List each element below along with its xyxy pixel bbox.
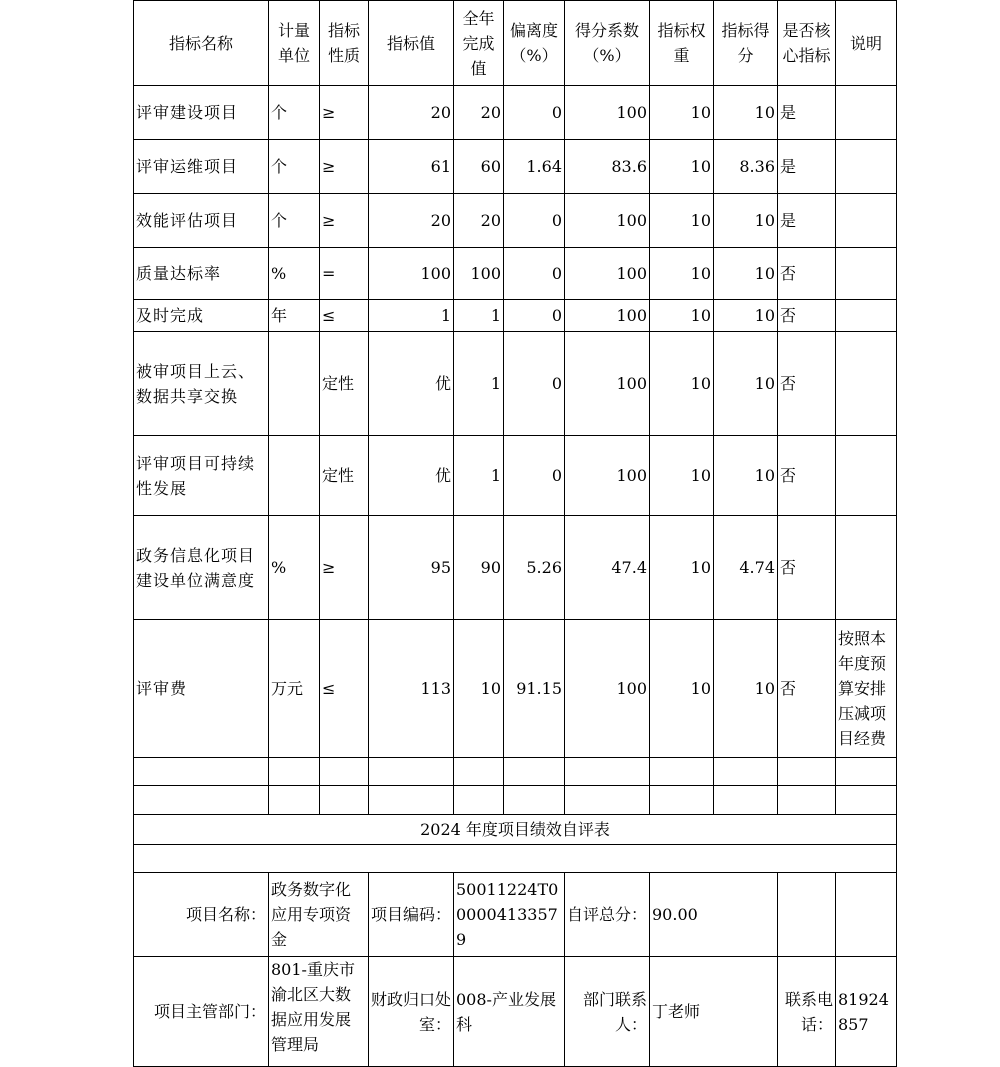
header-actual: 全年完成值	[454, 1, 504, 86]
cell-target: 61	[369, 140, 454, 194]
cell-unit: 个	[269, 194, 320, 248]
form-title-row	[134, 815, 897, 845]
cell-name: 评审建设项目	[134, 86, 269, 140]
cell-weight: 10	[650, 248, 714, 300]
cell-coef: 100	[565, 620, 650, 758]
cell-nature: ≤	[320, 620, 369, 758]
cell-nature: 定性	[320, 436, 369, 516]
dept-value: 801-重庆市渝北区大数据应用发展管理局	[269, 957, 369, 1067]
cell-score: 8.36	[714, 140, 778, 194]
cell-deviation: 5.26	[504, 516, 565, 620]
cell-weight: 10	[650, 516, 714, 620]
cell-name: 评审运维项目	[134, 140, 269, 194]
cell-name: 评审费	[134, 620, 269, 758]
cell-weight: 10	[650, 194, 714, 248]
project-total-value: 90.00	[650, 873, 778, 957]
cell-note	[836, 140, 897, 194]
cell-name: 及时完成	[134, 300, 269, 332]
cell-deviation: 0	[504, 194, 565, 248]
cell-unit	[269, 332, 320, 436]
cell-actual: 60	[454, 140, 504, 194]
cell-coef: 100	[565, 86, 650, 140]
cell-coef: 100	[565, 248, 650, 300]
cell-target: 1	[369, 300, 454, 332]
empty-cell	[565, 786, 650, 815]
cell-unit: 个	[269, 86, 320, 140]
project-code-value: 50011224T000004133579	[454, 873, 565, 957]
empty-cell	[650, 786, 714, 815]
cell-name: 被审项目上云、数据共享交换	[134, 332, 269, 436]
empty-cell	[320, 758, 369, 786]
project-empty-a	[778, 873, 836, 957]
empty-cell	[714, 786, 778, 815]
empty-cell	[650, 758, 714, 786]
office-label: 财政归口处室：	[369, 957, 454, 1067]
cell-weight: 10	[650, 86, 714, 140]
cell-core: 是	[778, 86, 836, 140]
cell-unit: %	[269, 516, 320, 620]
cell-actual: 20	[454, 86, 504, 140]
cell-coef: 100	[565, 300, 650, 332]
table-row	[134, 194, 897, 248]
cell-actual: 1	[454, 436, 504, 516]
empty-cell	[714, 758, 778, 786]
empty-cell	[504, 758, 565, 786]
contact-value: 丁老师	[650, 957, 778, 1067]
cell-score: 10	[714, 248, 778, 300]
cell-core: 否	[778, 300, 836, 332]
empty-cell	[134, 758, 269, 786]
empty-cell	[454, 786, 504, 815]
cell-name: 效能评估项目	[134, 194, 269, 248]
cell-actual: 20	[454, 194, 504, 248]
project-name-label: 项目名称：	[134, 873, 269, 957]
header-note: 说明	[836, 1, 897, 86]
table-row	[134, 332, 897, 436]
cell-coef: 100	[565, 332, 650, 436]
cell-coef: 47.4	[565, 516, 650, 620]
cell-actual: 100	[454, 248, 504, 300]
empty-cell	[504, 786, 565, 815]
cell-weight: 10	[650, 300, 714, 332]
cell-actual: 90	[454, 516, 504, 620]
office-value: 008-产业发展科	[454, 957, 565, 1067]
cell-unit: 万元	[269, 620, 320, 758]
cell-nature: ≥	[320, 140, 369, 194]
cell-core: 是	[778, 194, 836, 248]
cell-nature: ≥	[320, 86, 369, 140]
cell-deviation: 0	[504, 300, 565, 332]
empty-cell	[836, 758, 897, 786]
table-row	[134, 620, 897, 758]
empty-cell	[836, 786, 897, 815]
project-total-label: 自评总分：	[565, 873, 650, 957]
cell-score: 10	[714, 620, 778, 758]
header-target: 指标值	[369, 1, 454, 86]
cell-name: 评审项目可持续性发展	[134, 436, 269, 516]
cell-coef: 83.6	[565, 140, 650, 194]
cell-target: 优	[369, 332, 454, 436]
header-row	[134, 1, 897, 86]
cell-target: 95	[369, 516, 454, 620]
cell-core: 否	[778, 516, 836, 620]
empty-cell	[269, 786, 320, 815]
cell-coef: 100	[565, 436, 650, 516]
cell-deviation: 0	[504, 248, 565, 300]
cell-note	[836, 332, 897, 436]
table-row	[134, 248, 897, 300]
cell-weight: 10	[650, 140, 714, 194]
cell-weight: 10	[650, 332, 714, 436]
empty-cell	[454, 758, 504, 786]
project-name-value: 政务数字化应用专项资金	[269, 873, 369, 957]
cell-unit: 个	[269, 140, 320, 194]
cell-nature: =	[320, 248, 369, 300]
header-coef: 得分系数（%）	[565, 1, 650, 86]
project-empty-b	[836, 873, 897, 957]
table-row	[134, 140, 897, 194]
cell-deviation: 0	[504, 436, 565, 516]
cell-actual: 1	[454, 332, 504, 436]
form-title: 2024 年度项目绩效自评表	[134, 815, 897, 845]
empty-row	[134, 786, 897, 815]
cell-actual: 10	[454, 620, 504, 758]
header-name: 指标名称	[134, 1, 269, 86]
dept-label: 项目主管部门：	[134, 957, 269, 1067]
cell-note	[836, 86, 897, 140]
cell-weight: 10	[650, 436, 714, 516]
cell-score: 10	[714, 194, 778, 248]
empty-cell	[134, 786, 269, 815]
cell-note	[836, 436, 897, 516]
cell-score: 10	[714, 86, 778, 140]
cell-unit	[269, 436, 320, 516]
cell-target: 100	[369, 248, 454, 300]
cell-score: 10	[714, 332, 778, 436]
cell-note	[836, 194, 897, 248]
cell-target: 20	[369, 86, 454, 140]
cell-note	[836, 516, 897, 620]
header-core: 是否核心指标	[778, 1, 836, 86]
cell-score: 10	[714, 300, 778, 332]
cell-core: 否	[778, 332, 836, 436]
cell-nature: ≥	[320, 194, 369, 248]
performance-table	[133, 0, 897, 1067]
cell-nature: 定性	[320, 332, 369, 436]
table-row	[134, 436, 897, 516]
header-weight: 指标权重	[650, 1, 714, 86]
contact-label: 部门联系人：	[565, 957, 650, 1067]
cell-coef: 100	[565, 194, 650, 248]
blank-row	[134, 845, 897, 873]
empty-row	[134, 758, 897, 786]
cell-deviation: 91.15	[504, 620, 565, 758]
empty-cell	[369, 786, 454, 815]
dept-row	[134, 957, 897, 1067]
empty-cell	[369, 758, 454, 786]
cell-target: 113	[369, 620, 454, 758]
cell-unit: %	[269, 248, 320, 300]
cell-deviation: 1.64	[504, 140, 565, 194]
cell-core: 否	[778, 620, 836, 758]
empty-cell	[778, 758, 836, 786]
cell-note	[836, 248, 897, 300]
phone-label: 联系电话：	[778, 957, 836, 1067]
project-code-label: 项目编码：	[369, 873, 454, 957]
table-row	[134, 300, 897, 332]
cell-actual: 1	[454, 300, 504, 332]
cell-target: 20	[369, 194, 454, 248]
cell-nature: ≤	[320, 300, 369, 332]
header-nature: 指标性质	[320, 1, 369, 86]
blank-cell	[134, 845, 897, 873]
cell-core: 否	[778, 248, 836, 300]
empty-cell	[778, 786, 836, 815]
cell-score: 4.74	[714, 516, 778, 620]
cell-note: 按照本年度预算安排压减项目经费	[836, 620, 897, 758]
header-deviation: 偏离度（%）	[504, 1, 565, 86]
cell-score: 10	[714, 436, 778, 516]
header-score: 指标得分	[714, 1, 778, 86]
cell-name: 质量达标率	[134, 248, 269, 300]
cell-unit: 年	[269, 300, 320, 332]
header-unit: 计量单位	[269, 1, 320, 86]
table-row	[134, 86, 897, 140]
cell-target: 优	[369, 436, 454, 516]
empty-cell	[320, 786, 369, 815]
phone-value: 81924857	[836, 957, 897, 1067]
cell-nature: ≥	[320, 516, 369, 620]
cell-core: 否	[778, 436, 836, 516]
cell-deviation: 0	[504, 86, 565, 140]
cell-name: 政务信息化项目建设单位满意度	[134, 516, 269, 620]
cell-note	[836, 300, 897, 332]
cell-weight: 10	[650, 620, 714, 758]
empty-cell	[269, 758, 320, 786]
empty-cell	[565, 758, 650, 786]
cell-deviation: 0	[504, 332, 565, 436]
cell-core: 是	[778, 140, 836, 194]
project-row	[134, 873, 897, 957]
table-row	[134, 516, 897, 620]
